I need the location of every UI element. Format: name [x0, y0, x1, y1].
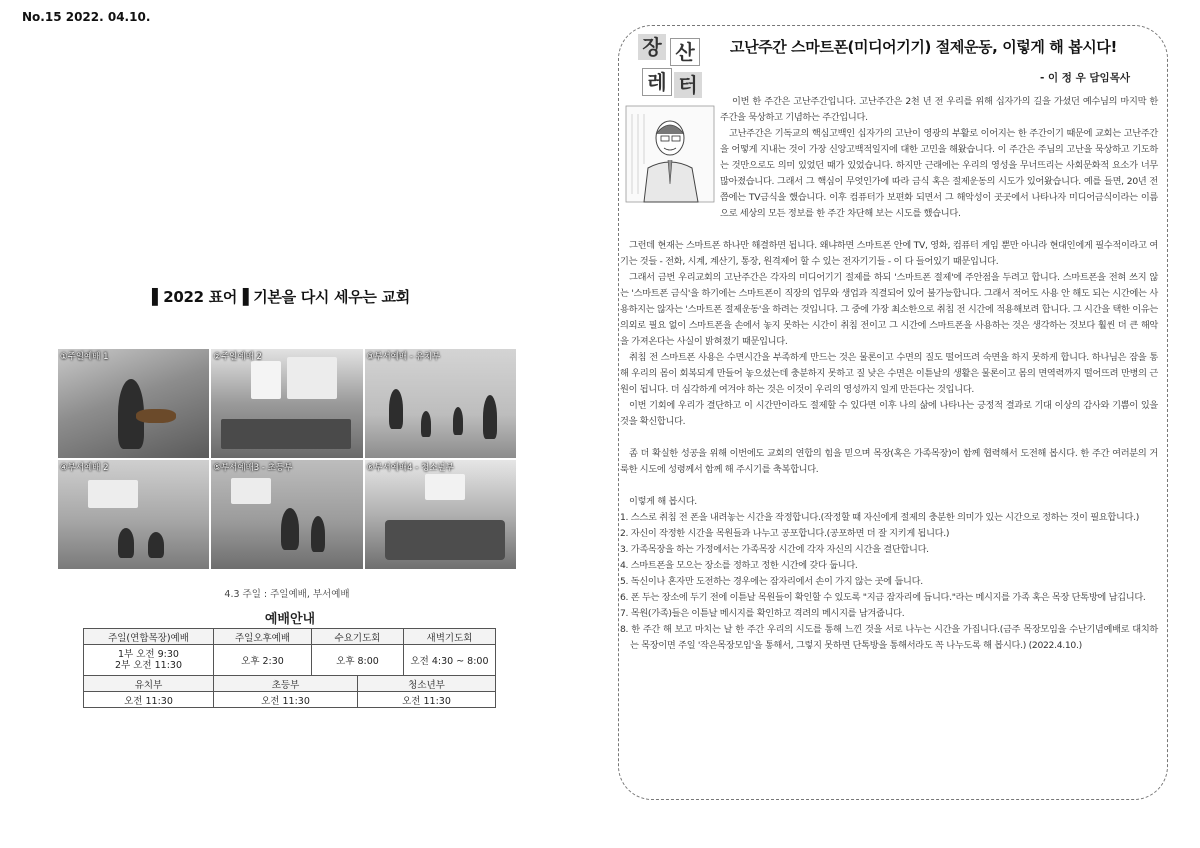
stamp-char: 장 — [638, 34, 666, 60]
list-item: 6. 폰 두는 장소에 두기 전에 이튿날 목원들이 확인할 수 있도록 "지금 잠자리에 듭니다."라는 메시지를 가족 혹은 목장 단톡방에 남깁니다. — [620, 592, 1146, 603]
stamp-char: 터 — [674, 72, 702, 98]
letter-paragraph: 그런데 현재는 스마트폰 하나만 해결하면 됩니다. 왜냐하면 스마트폰 안에 TV, 영화, 컴퓨터 게임 뿐만 아니라 현대인에게 필수적이라고 여기는 것들 - 전화, 시계, 계산기, 통장, 원격제어 할 수 있는 전자기기들 - 이 다 들어있기 때문입니다. — [620, 240, 1158, 267]
church-motto: ▌2022 표어▐ 기본을 다시 세우는 교회 — [152, 288, 410, 306]
stamp-char: 산 — [670, 38, 700, 66]
photo-dept-elementary — [211, 460, 362, 569]
list-item: 8. 한 주간 해 보고 마치는 날 한 주간 우리의 시도를 통해 느낀 것을 서로 나누는 시간을 가집니다.(금주 목장모임을 수난기념예배로 대치하는 목장이면 주일 '작은목장모임'을 통해서, 그렇지 못하면 단톡방을 통해서라도 꼭 나누도록 해 봅시다.) (2022.4.10.) — [620, 624, 1158, 651]
portrait-spacer — [620, 94, 720, 214]
worship-header: 수요기도회 — [312, 629, 404, 645]
dept-time: 오전 11:30 — [84, 692, 214, 708]
list-item: 7. 목원(가족)들은 이튿날 메시지를 확인하고 격려의 메시지를 남겨줍니다. — [620, 608, 905, 619]
list-item: 3. 가족목장을 하는 가정에서는 가족목장 시간에 각자 자신의 시간을 결단합니다. — [620, 544, 929, 555]
photo-label: ②주일예배 2 — [213, 352, 262, 362]
list-item: 2. 자신이 작정한 시간을 목원들과 나누고 공포합니다.(공포하면 더 잘 지키게 됩니다.) — [620, 528, 950, 539]
dept-header: 초등부 — [214, 676, 358, 692]
worship-header: 주일오후예배 — [214, 629, 312, 645]
letter-paragraph: 좀 더 확실한 성공을 위해 이번에도 교회의 연합의 힘을 믿으며 목장(혹은 가족목장)이 함께 협력해서 도전해 봅시다. 한 주간 여러분의 거룩한 시도에 성령께서 함께 해 주시기를 축복합니다. — [620, 448, 1158, 475]
letter-paragraph: 이번 기회에 우리가 결단하고 이 시간만이라도 절제할 수 있다면 이후 나의 삶에 나타나는 긍정적 결과로 기대 이상의 감사와 기쁨이 있을 것을 확신합니다. — [620, 400, 1158, 427]
issue-number: No.15 2022. 04.10. — [22, 10, 151, 24]
photo-dept-worship-2 — [58, 460, 209, 569]
worship-header: 새벽기도회 — [404, 629, 496, 645]
worship-guide-title: 예배안내 — [264, 612, 316, 627]
worship-time: 1부 오전 9:30 2부 오전 11:30 — [84, 645, 214, 676]
worship-time: 오후 8:00 — [312, 645, 404, 676]
dept-time: 오전 11:30 — [214, 692, 358, 708]
photo-label: ④부서예배 2 — [60, 463, 109, 473]
action-list — [620, 510, 1158, 654]
letter-author: - 이 정 우 담임목사 — [1040, 72, 1130, 84]
letter-paragraph: 이번 한 주간은 고난주간입니다. 고난주간은 2천 년 전 우리를 위해 십자가의 길을 가셨던 예수님의 마지막 한 주간을 묵상하고 기념하는 주간입니다. — [720, 96, 1158, 123]
photo-caption: 4.3 주일 : 주일예배, 부서예배 — [224, 589, 350, 600]
letter-paragraph: 그래서 금번 우리교회의 고난주간은 각자의 미디어기기 절제를 하되 '스마트폰 절제'에 주안점을 두려고 합니다. 스마트폰을 전혀 쓰지 않는 '스마트폰 금식'을 하기에는 스마트폰이 직장의 업무와 생업과 직결되어 있어 불가능합니다. 그래서 적어도 사용 안 해도 되는 시간에는 사용하지는 않자는 '스마트폰 절제운동'을 하려는 것입니다. 그 중에 가장 최소한으로 취침 전 시간에 적용해보려 합니다. 그 시간을 택한 이유는 의외로 필요 없이 스마트폰을 손에서 놓지 못하는 시간이 취침 전이고 그 시간에 스마트폰을 사용하는 것은 생각하는 것보다 훨씬 더 큰 해악을 가져온다는 사실이 밝혀졌기 때문입니다. — [620, 272, 1158, 347]
stamp-char: 레 — [642, 68, 672, 96]
photo-dept-youth — [365, 460, 516, 569]
photo-label: ⑤부서예배3 - 초등부 — [213, 463, 293, 473]
photo-label: ①주일예배 1 — [60, 352, 109, 362]
worship-time: 오후 2:30 — [214, 645, 312, 676]
letter-paragraph: 고난주간은 기독교의 핵심고백인 십자가의 고난이 영광의 부활로 이어지는 한 주간이기 때문에 교회는 고난주간을 어떻게 지내는 것이 가장 신앙고백적일지에 대한 고민을 해왔습니다. 이 주간은 주님의 고난을 묵상하고 기도하는 것만으로도 의미 있었던 때가 있었습니다. 하지만 근래에는 우리의 영성을 무너뜨리는 사회문화적 요소가 너무 많아졌습니다. 그래서 그 핵심이 무엇인가에 따라 금식 혹은 절제운동의 시도가 있어왔습니다. 예를 들면, 20년 전 쯤에는 TV금식을 했습니다. 이후 컴퓨터가 보편화 되면서 그 해악성이 곳곳에서 나타나자 미디어금식이라는 이름으로 세상의 모든 정보를 한 주간 차단해 보는 시도를 했습니다. — [720, 128, 1158, 219]
photo-label: ⑥부서예배4 - 청소년부 — [366, 463, 454, 473]
worship-schedule-table — [83, 628, 496, 708]
section-stamp — [638, 34, 704, 100]
list-intro: 이렇게 해 봅시다. — [629, 496, 697, 507]
letter-body — [620, 94, 1158, 794]
photo-grid — [58, 349, 516, 569]
letter-title: 고난주간 스마트폰(미디어기기) 절제운동, 이렇게 해 봅시다! — [730, 38, 1117, 56]
worship-header: 주일(연합목장)예배 — [84, 629, 214, 645]
photo-sunday-worship-1 — [58, 349, 209, 458]
dept-header: 유치부 — [84, 676, 214, 692]
dept-time: 오전 11:30 — [358, 692, 496, 708]
worship-time: 오전 4:30 ~ 8:00 — [404, 645, 496, 676]
letter-paragraph: 취침 전 스마트폰 사용은 수면시간을 부족하게 만드는 것은 물론이고 수면의 질도 떨어뜨려 숙면을 하지 못하게 합니다. 하나님은 잠을 통해 우리의 몸이 회복되게 만들어 놓으셨는데 충분하지 못하고 질 낮은 수면은 이튿날의 생활은 물론이고 몸의 면역력까지 떨어뜨려 만병의 근원이 됩니다. 더 심각하게 여겨야 하는 것은 이것이 우리의 영성까지 일게 만든다는 것입니다. — [620, 352, 1158, 395]
photo-dept-kindergarten — [365, 349, 516, 458]
dept-header: 청소년부 — [358, 676, 496, 692]
list-item: 1. 스스로 취침 전 폰을 내려놓는 시간을 작정합니다.(작정할 때 자신에게 절제의 충분한 의미가 있는 시간으로 정하는 것이 필요합니다.) — [620, 512, 1140, 523]
photo-label: ③부서예배 - 유치부 — [366, 352, 441, 362]
list-item: 4. 스마트폰을 모으는 장소를 정하고 정한 시간에 갖다 둡니다. — [620, 560, 858, 571]
photo-sunday-worship-2 — [211, 349, 362, 458]
list-item: 5. 독신이나 혼자만 도전하는 경우에는 잠자리에서 손이 가지 않는 곳에 둡니다. — [620, 576, 923, 587]
